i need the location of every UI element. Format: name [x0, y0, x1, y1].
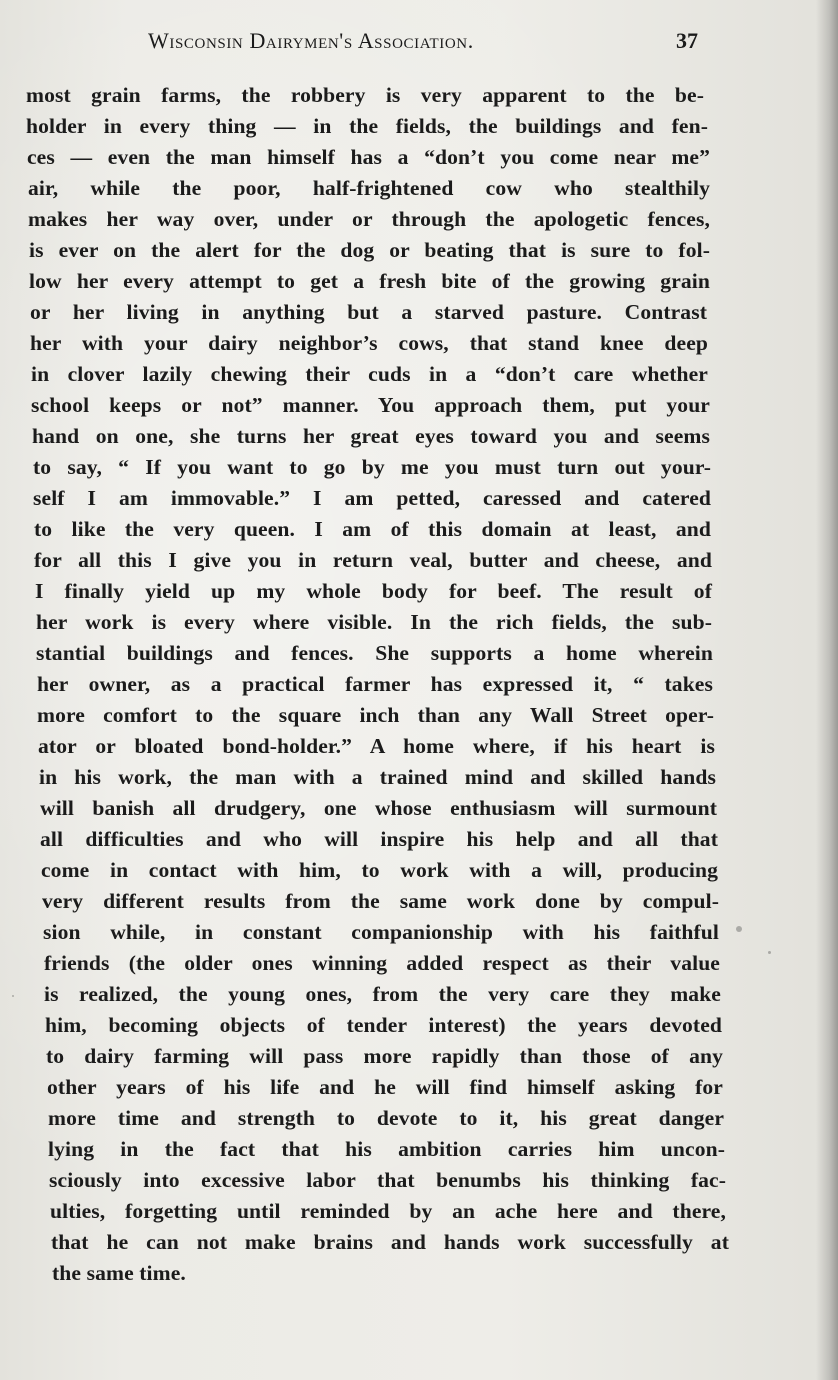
text-line: ulties, forgetting until reminded by an ache here and there, — [50, 1199, 726, 1223]
page-spine-shadow — [816, 0, 838, 1380]
text-line: sciously into excessive labor that benumbs his thinking fac- — [49, 1168, 726, 1192]
text-line: low her every attempt to get a fresh bite of the growing grain — [29, 269, 710, 293]
text-line: in his work, the man with a trained mind and skilled hands — [39, 765, 716, 789]
running-head: Wisconsin Dairymen's Association. — [148, 28, 474, 53]
text-line: more comfort to the square inch than any Wall Street oper- — [37, 703, 714, 727]
text-line: all difficulties and who will inspire his help and all that — [40, 827, 718, 851]
text-line: that he can not make brains and hands work successfully at — [51, 1230, 729, 1254]
text-line: stantial buildings and fences. She supports a home wherein — [36, 641, 713, 665]
text-line: her with your dairy neighbor’s cows, that stand knee deep — [30, 331, 708, 355]
text-line: will banish all drudgery, one whose enthusiasm will surmount — [40, 796, 717, 820]
text-line: sion while, in constant companionship with his faithful — [43, 920, 719, 944]
text-line: air, while the poor, half-frightened cow who stealthily — [28, 176, 710, 200]
text-line: to like the very queen. I am of this domain at least, and — [34, 517, 711, 541]
text-line: friends (the older ones winning added respect as their value — [44, 951, 720, 975]
text-line: to dairy farming will pass more rapidly than those of any — [46, 1044, 723, 1068]
text-line: other years of his life and he will find himself asking for — [47, 1075, 723, 1099]
text-line: most grain farms, the robbery is very apparent to the be- — [26, 83, 704, 107]
text-line: or her living in anything but a starved pasture. Contrast — [30, 300, 707, 324]
paper-speck — [12, 995, 14, 997]
text-line: makes her way over, under or through the apologetic fences, — [28, 207, 710, 231]
text-line: come in contact with him, to work with a will, producing — [41, 858, 718, 882]
text-line: more time and strength to devote to it, his great danger — [48, 1106, 724, 1130]
text-line: him, becoming objects of tender interest) the years devoted — [45, 1013, 722, 1037]
text-line: hand on one, she turns her great eyes toward you and seems — [32, 424, 710, 448]
text-line: I finally yield up my whole body for beef. The result of — [35, 579, 712, 603]
text-line: self I am immovable.” I am petted, caressed and catered — [33, 486, 711, 510]
page-header — [0, 28, 812, 62]
text-line: very different results from the same work done by compul- — [42, 889, 719, 913]
paper-speck — [736, 926, 742, 932]
text-line: the same time. — [52, 1261, 186, 1285]
text-line: in clover lazily chewing their cuds in a “don’t care whether — [31, 362, 708, 386]
page-number: 37 — [676, 28, 698, 53]
text-line: is realized, the young ones, from the very care they make — [44, 982, 721, 1006]
text-line: ator or bloated bond-holder.” A home where, if his heart is — [38, 734, 715, 758]
text-line: school keeps or not” manner. You approach them, put your — [31, 393, 710, 417]
text-line: lying in the fact that his ambition carries him uncon- — [48, 1137, 725, 1161]
text-line: her owner, as a practical farmer has expressed it, “ takes — [37, 672, 713, 696]
text-line: to say, “ If you want to go by me you must turn out your- — [33, 455, 711, 479]
text-line: for all this I give you in return veal, butter and cheese, and — [34, 548, 712, 572]
text-line: holder in every thing — in the fields, the buildings and fen- — [26, 114, 708, 138]
paper-speck — [768, 951, 771, 954]
text-line: ces — even the man himself has a “don’t you come near me” — [27, 145, 710, 169]
text-line: her work is every where visible. In the rich fields, the sub- — [36, 610, 712, 634]
text-line: is ever on the alert for the dog or beating that is sure to fol- — [29, 238, 710, 262]
